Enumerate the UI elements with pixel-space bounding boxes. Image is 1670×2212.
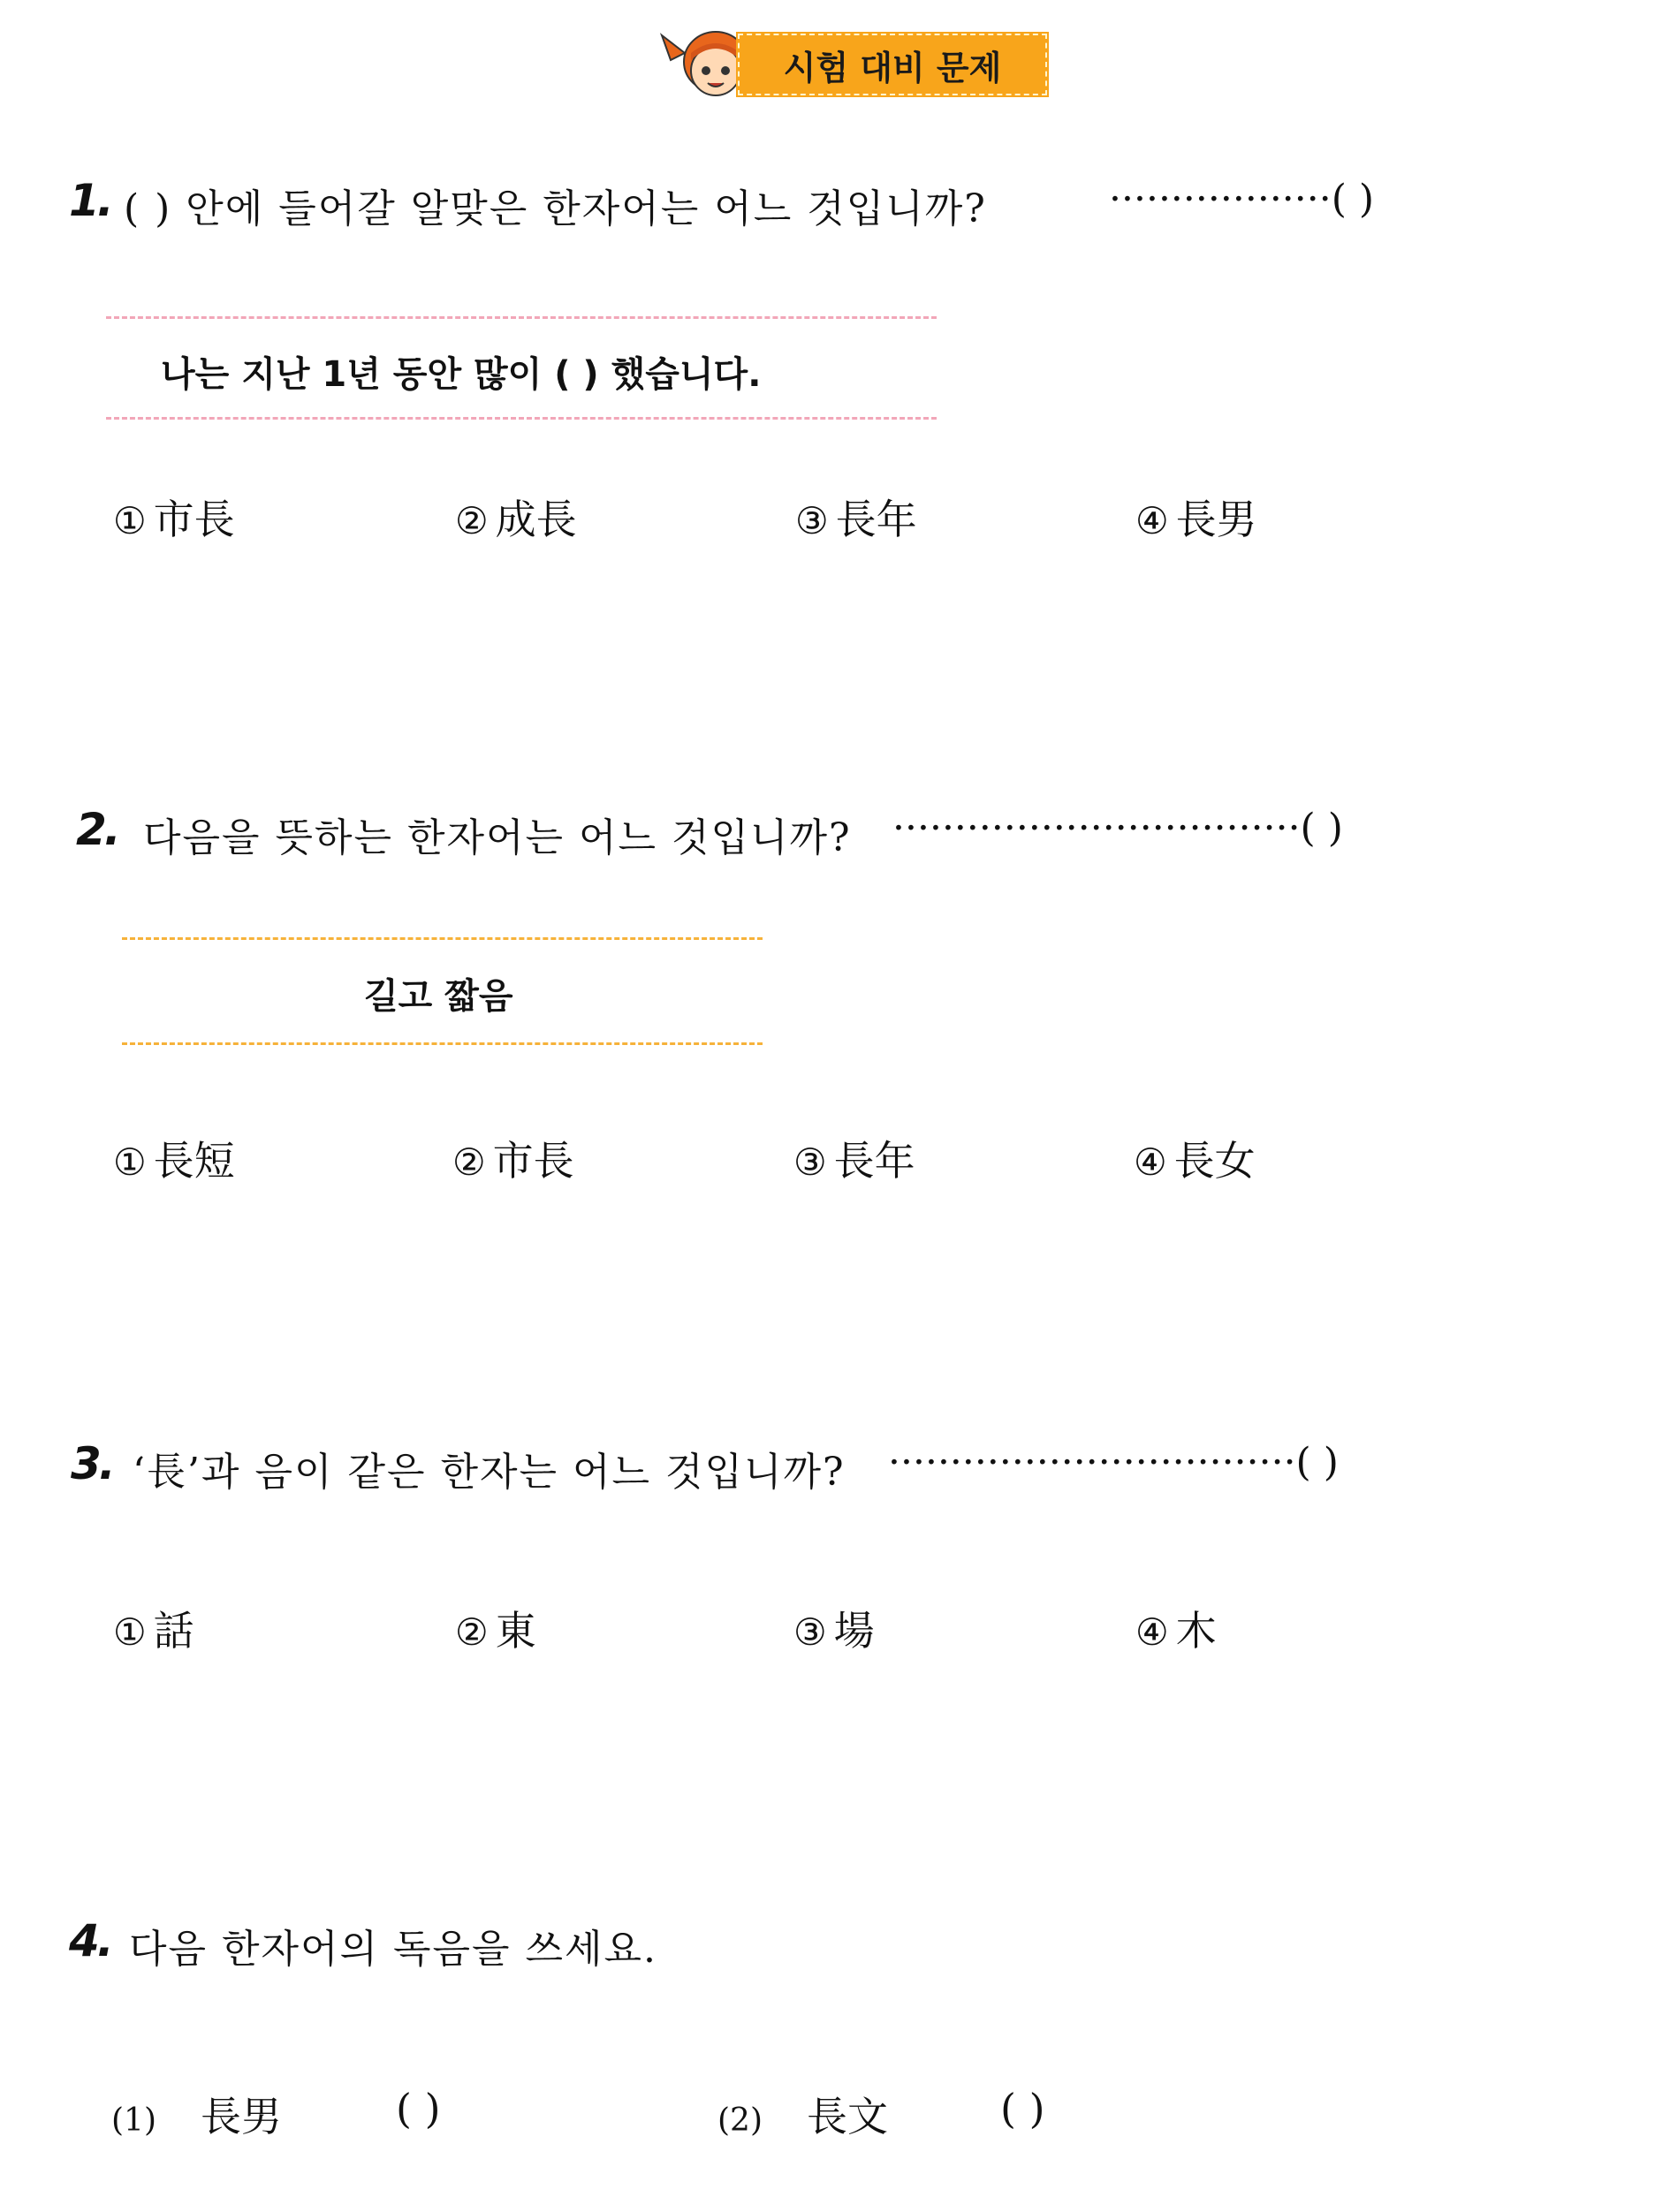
q1-number: 1. [69, 175, 111, 226]
q2-number: 2. [76, 804, 118, 855]
q4-text: 다음 한자어의 독음을 쓰세요. [129, 1927, 657, 1972]
q2-choice-3[interactable]: ③ 長年 [793, 1137, 915, 1185]
q2-box-top-line [122, 937, 763, 940]
q2-choice-4[interactable]: ④ 長女 [1134, 1137, 1256, 1185]
q2-choice-1[interactable]: ① 長短 [113, 1137, 235, 1185]
q4-number: 4. [69, 1915, 111, 1966]
badge-label: 시험 대비 문제 [738, 34, 1047, 95]
q4-item-2-answer-blank[interactable]: ( ) [1000, 2085, 1045, 2132]
q1-choice-1[interactable]: ① 市長 [113, 496, 235, 543]
q4-item-1: (1) 長男 [111, 2093, 282, 2140]
q2-answer-blank[interactable]: ·································( ) [892, 806, 1343, 851]
q1-choice-4[interactable]: ④ 長男 [1135, 496, 1257, 543]
section-header-badge [658, 27, 1051, 101]
q4-item-1-answer-blank[interactable]: ( ) [396, 2085, 441, 2132]
q3-choice-1[interactable]: ① 話 [113, 1607, 194, 1655]
q2-text: 다음을 뜻하는 한자어는 어느 것입니까? [143, 815, 852, 860]
q1-answer-blank[interactable]: ··················( ) [1109, 177, 1375, 222]
q1-box-text: 나는 지난 1년 동안 많이 ( ) 했습니다. [161, 354, 762, 395]
q4-item-2: (2) 長文 [717, 2093, 888, 2140]
q3-choice-2[interactable]: ② 東 [455, 1607, 536, 1655]
q2-box-bottom-line [122, 1042, 763, 1045]
q2-box-text: 길고 짧음 [364, 976, 513, 1017]
q3-answer-blank[interactable]: ·································( ) [888, 1440, 1339, 1485]
q1-box-top-line [106, 316, 937, 319]
q3-number: 3. [71, 1438, 113, 1489]
q3-text: ‘長’과 음이 같은 한자는 어느 것입니까? [133, 1450, 846, 1495]
q1-choice-3[interactable]: ③ 長年 [795, 496, 917, 543]
q1-choice-2[interactable]: ② 成長 [455, 496, 577, 543]
q3-choice-3[interactable]: ③ 場 [793, 1607, 875, 1655]
q1-text: ( ) 안에 들어갈 알맞은 한자어는 어느 것입니까? [124, 186, 987, 231]
q3-choice-4[interactable]: ④ 木 [1135, 1607, 1217, 1655]
q2-choice-2[interactable]: ② 市長 [452, 1137, 574, 1185]
q1-box-bottom-line [106, 417, 937, 420]
